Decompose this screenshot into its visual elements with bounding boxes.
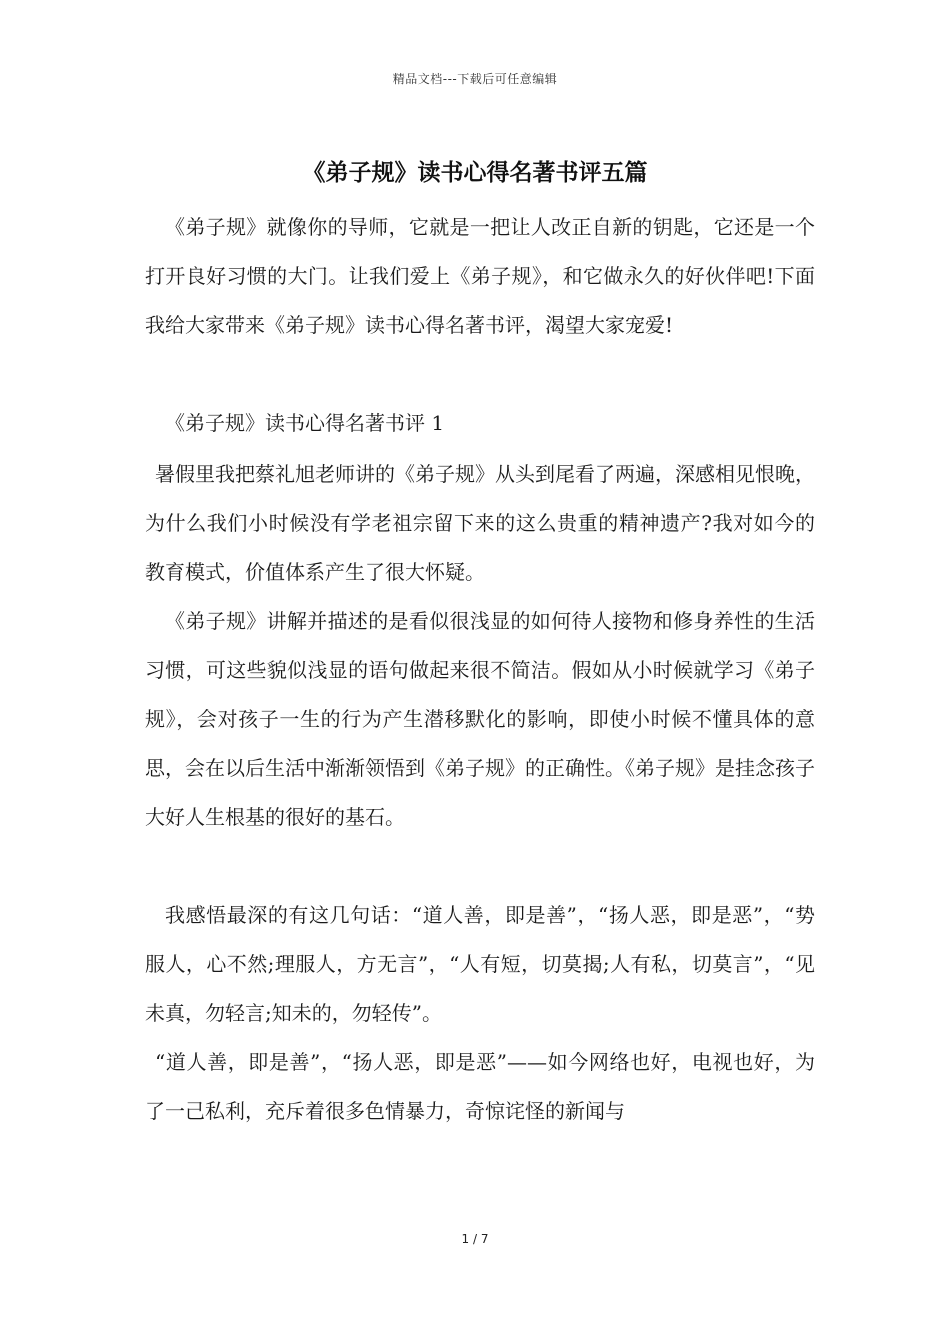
spacer bbox=[145, 842, 815, 891]
document-title: 《弟子规》读书心得名著书评五篇 bbox=[302, 160, 648, 186]
body-paragraph: 《弟子规》讲解并描述的是看似很浅显的如何待人接物和修身养性的生活习惯，可这些貌似浅显的语句做起来很不简洁。假如从小时候就学习《弟子规》，会对孩子一生的行为产生潜移默化的影响，即使小时候不懂具体的意思，会在以后生活中渐渐领悟到《弟子规》的正确性。《弟子规》是挂念孩子大好人生根基的很好的基石。 bbox=[145, 609, 815, 829]
page-number: 1 / 7 bbox=[461, 1232, 489, 1246]
body-paragraph: 我感悟最深的有这几句话：“道人善，即是善”，“扬人恶，即是恶”，“势服人，心不然;理服人，方无言”，“人有短，切莫揭;人有私，切莫言”，“见未真，勿轻言;知未的，勿轻传”。 bbox=[145, 903, 815, 1025]
spacer bbox=[145, 350, 815, 399]
intro-paragraph: 《弟子规》就像你的导师，它就是一把让人改正自新的钥匙，它还是一个打开良好习惯的大门。让我们爱上《弟子规》，和它做永久的好伙伴吧!下面我给大家带来《弟子规》读书心得名著书评，渴望大家宠爱! bbox=[145, 215, 815, 337]
section-heading: 《弟子规》读书心得名著书评 1 bbox=[165, 411, 445, 435]
document-body bbox=[145, 203, 815, 1136]
body-paragraph: 暑假里我把蔡礼旭老师讲的《弟子规》从头到尾看了两遍，深感相见恨晚，为什么我们小时候没有学老祖宗留下来的这么贵重的精神遗产?我对如今的教育模式，价值体系产生了很大怀疑。 bbox=[145, 462, 815, 584]
page-header: 精品文档---下载后可任意编辑 bbox=[392, 72, 558, 86]
body-paragraph: “道人善，即是善”，“扬人恶，即是恶”——如今网络也好，电视也好，为了一己私利，充斥着很多色情暴力，奇惊诧怪的新闻与 bbox=[145, 1050, 815, 1123]
